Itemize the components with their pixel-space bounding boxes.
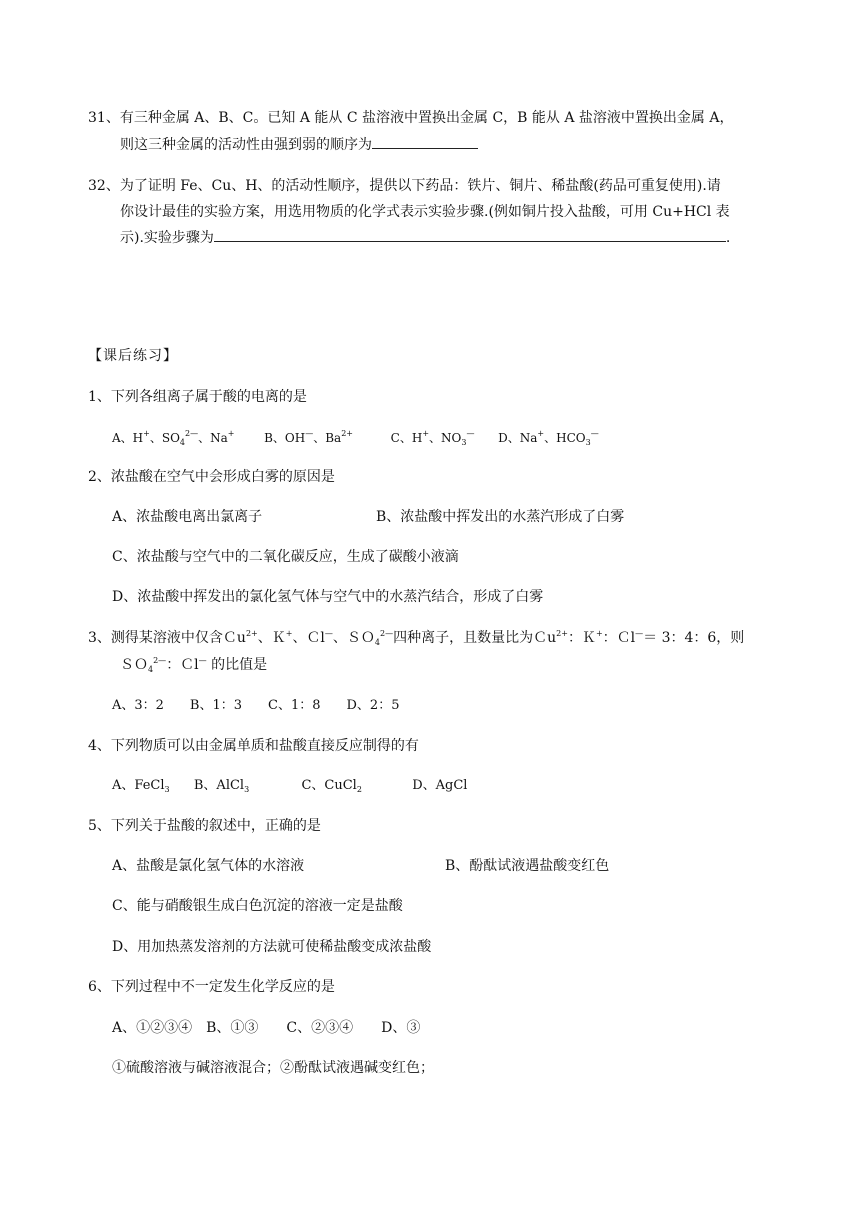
exercise-6-options: A、①②③④ B、①③ C、②③④ D、③	[112, 1020, 421, 1036]
q31-line1: 31、有三种金属 A、B、C。已知 A 能从 C 盐溶液中置换出金属 C，B 能从 A 盐溶液中置换出金属 A，	[88, 110, 734, 126]
exercise-3-options: A、3：2 B、1：3 C、1：8 D、2：5	[112, 698, 400, 713]
exercise-4-stem: 4、下列物质可以由金属单质和盐酸直接反应制得的有	[88, 738, 419, 754]
exercise-4-options	[112, 776, 467, 796]
q32-line3	[120, 227, 730, 248]
q31-text: 则这三种金属的活动性由强到弱的顺序为	[120, 137, 372, 153]
exercise-6-note: ①硫酸溶液与碱溶液混合；②酚酞试液遇碱变红色；	[112, 1060, 434, 1076]
exercise-1-options	[112, 428, 599, 448]
ex1-option-a: A、H+、$SO_4^{2—}$、Na+	[112, 429, 235, 447]
ex4-option-d: D、AgCl	[412, 778, 468, 793]
q32-text: 示).实验步骤为	[120, 230, 214, 246]
exercise-3-stem-line2: ＳＯ$_4^{2—}$：Ｃl— 的比值是	[120, 656, 268, 674]
ex4-option-a: A、FeCl$_3$	[112, 778, 170, 794]
exercise-5-stem: 5、下列关于盐酸的叙述中，正确的是	[88, 818, 321, 834]
exercise-2-stem: 2、浓盐酸在空气中会形成白雾的原因是	[88, 469, 335, 485]
exercise-6-stem: 6、下列过程中不一定发生化学反应的是	[88, 979, 335, 995]
section-title: 【课后练习】	[88, 348, 178, 364]
ex1-option-b: B、OH—、$Ba^{2+}$	[264, 429, 354, 445]
ex5-option-d: D、用加热蒸发溶剂的方法就可使稀盐酸变成浓盐酸	[112, 939, 432, 955]
ex5-option-b: B、酚酞试液遇盐酸变红色	[445, 858, 610, 874]
ex2-option-d: D、浓盐酸中挥发出的氯化氢气体与空气中的水蒸汽结合，形成了白雾	[112, 589, 544, 605]
ex5-option-a: A、盐酸是氯化氢气体的水溶液	[112, 858, 305, 874]
q31-line2	[120, 134, 478, 155]
exercise-1-stem: 1、下列各组离子属于酸的电离的是	[88, 389, 307, 405]
ex2-option-b: B、浓盐酸中挥发出的水蒸汽形成了白雾	[376, 509, 625, 525]
q31-answer-blank	[372, 134, 478, 149]
ex4-option-b: B、AlCl$_3$	[193, 778, 250, 794]
exercise-3-stem: 3、测得某溶液中仅含Ｃu$^{2+}$、Ｋ+、Ｃl—、ＳＯ$_4^{2—}$四种离子，且数量比为Ｃu$^{2+}$：Ｋ+：Ｃl—＝ 3：4：6，则	[88, 629, 745, 647]
ex1-option-d: D、Na+、$HCO_3^—$	[498, 429, 599, 447]
q32-answer-blank	[214, 227, 726, 242]
q32-period: .	[725, 230, 731, 246]
ex2-option-c: C、浓盐酸与空气中的二氧化碳反应，生成了碳酸小液滴	[112, 549, 459, 565]
q32-line2: 你设计最佳的实验方案，用选用物质的化学式表示实验步骤.(例如铜片投入盐酸，可用 Cu+HCl 表	[120, 204, 730, 220]
ex1-option-c: C、H+、$NO_3^—$	[390, 429, 475, 447]
ex5-option-c: C、能与硝酸银生成白色沉淀的溶液一定是盐酸	[112, 898, 403, 914]
q32-line1: 32、为了证明 Fe、Cu、H、的活动性顺序，提供以下药品：铁片、铜片、稀盐酸(药品可重复使用).请	[88, 178, 721, 194]
ex2-option-a: A、浓盐酸电离出氯离子	[112, 509, 263, 525]
ex4-option-c: C、CuCl$_2$	[301, 778, 362, 794]
